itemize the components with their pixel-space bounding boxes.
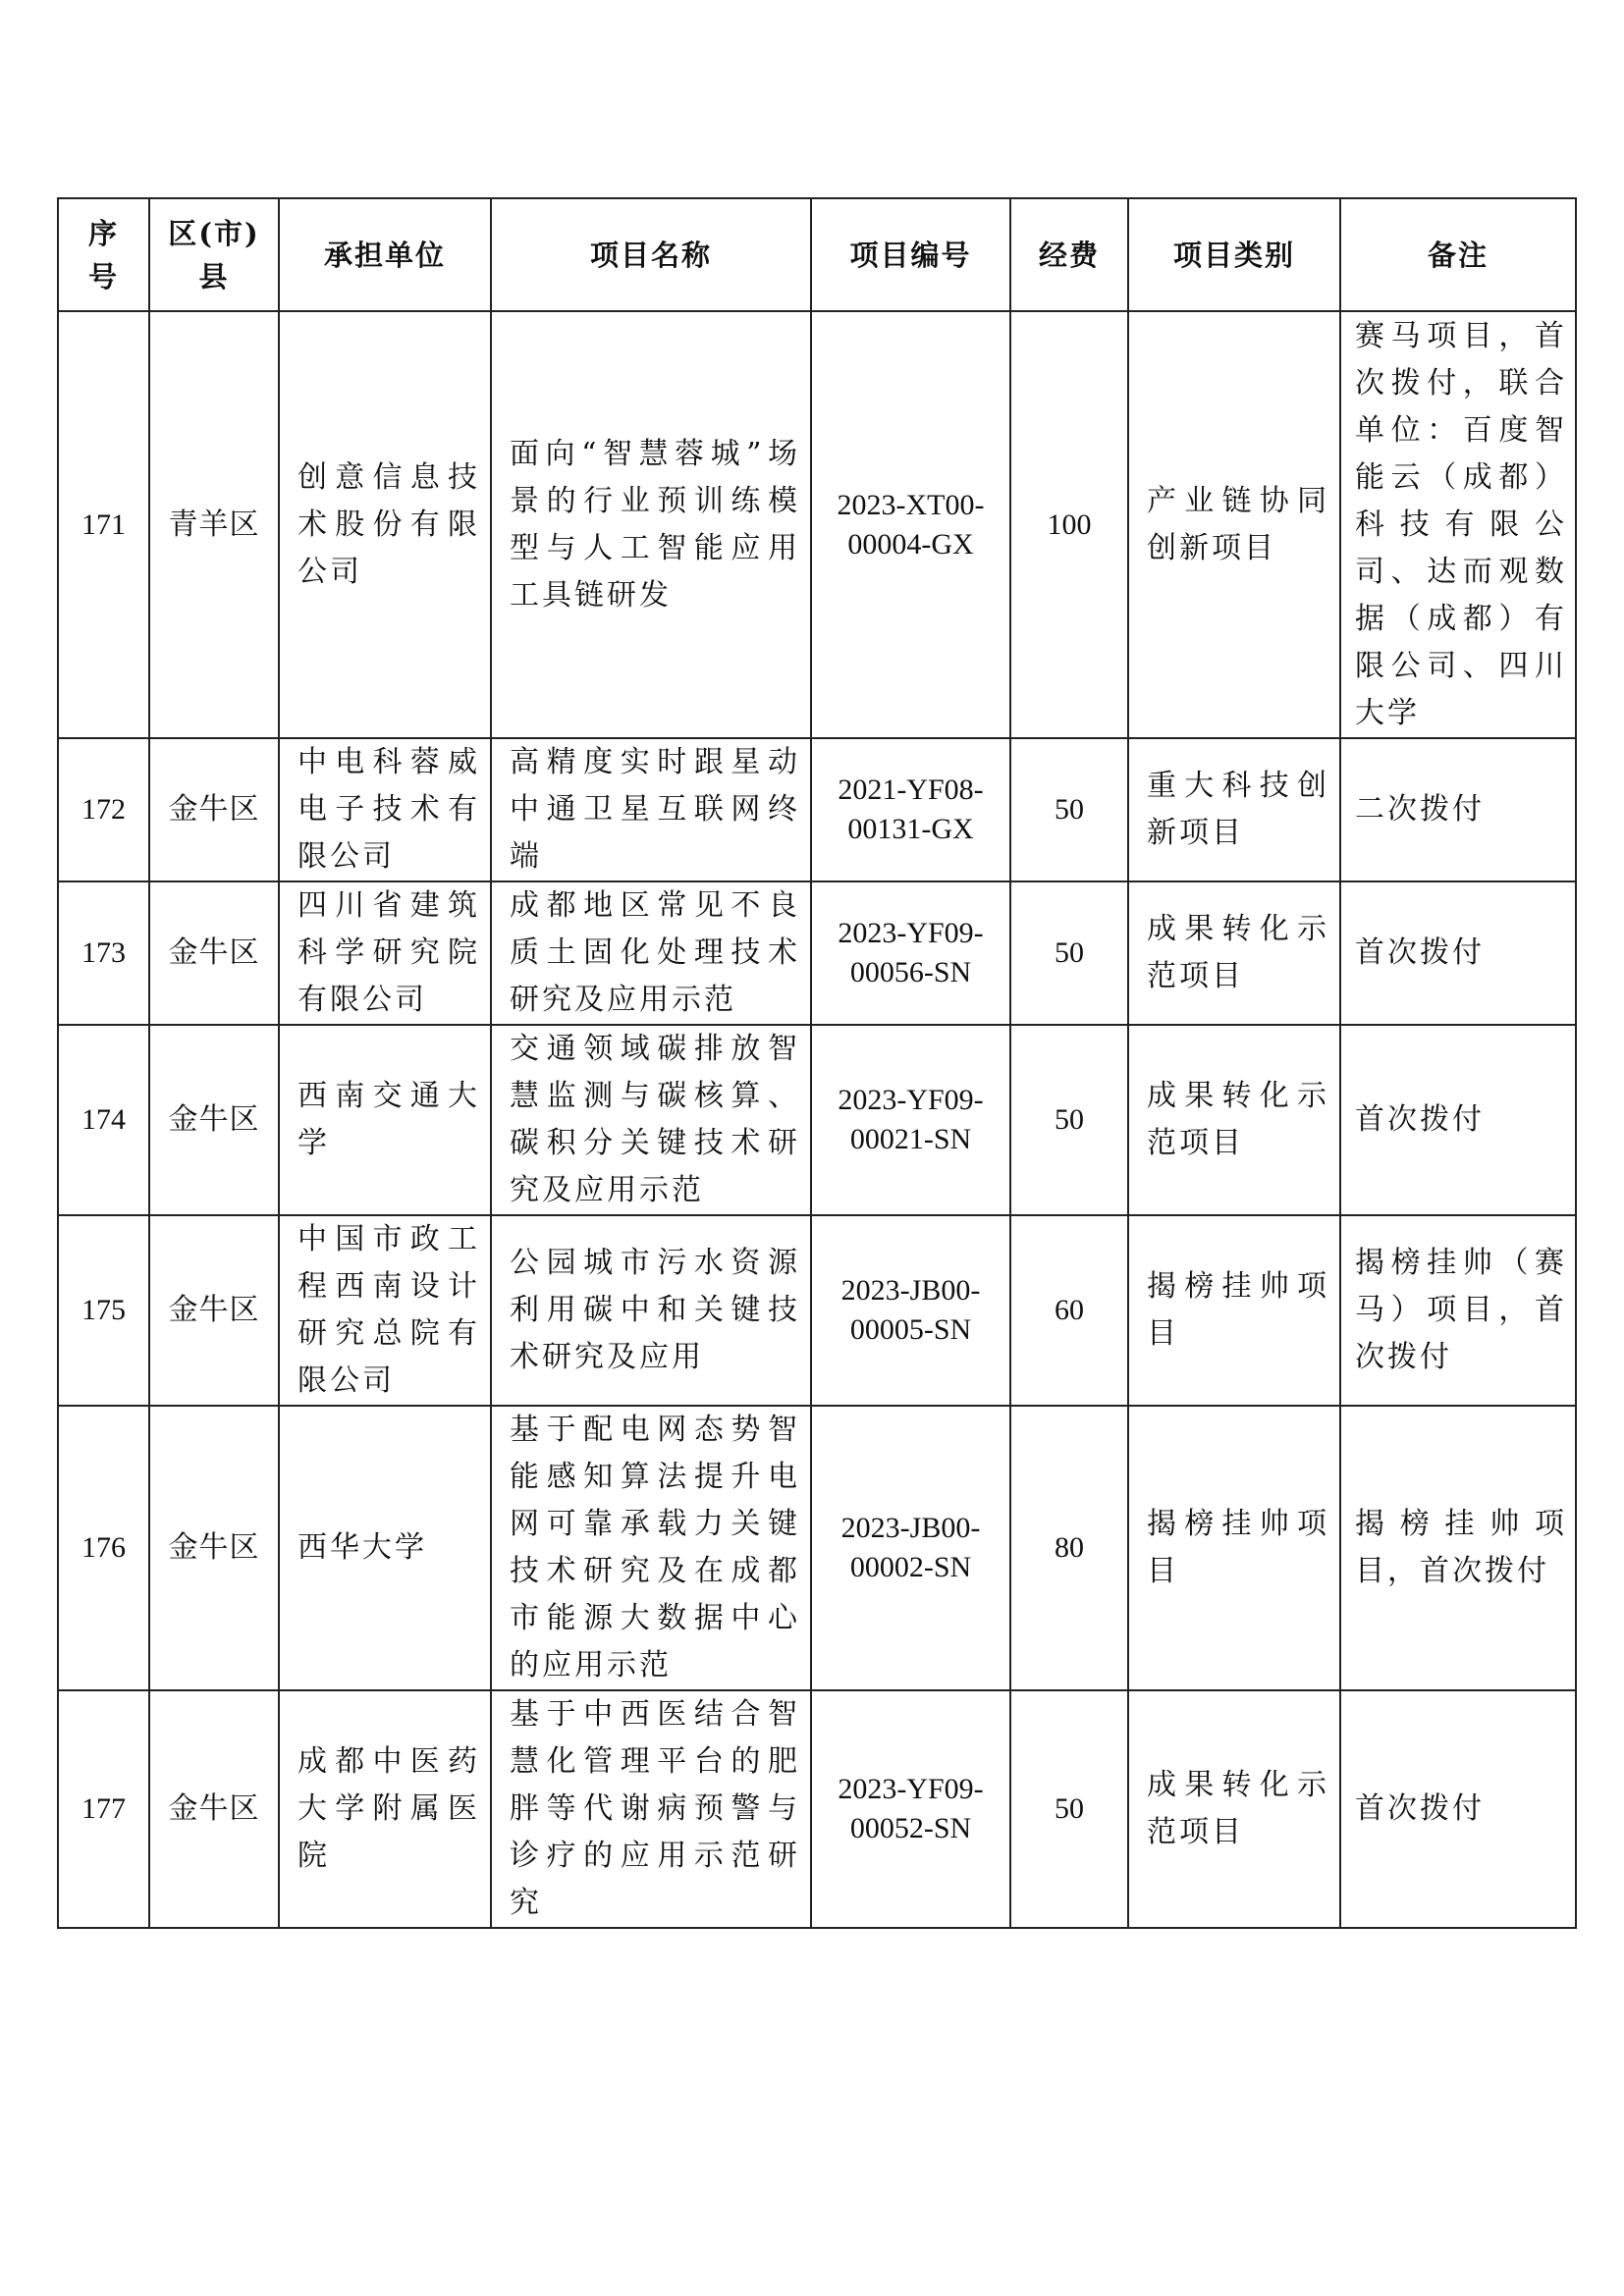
row-unit: 西南交通大学 xyxy=(279,1025,491,1215)
row-district: 金牛区 xyxy=(149,1215,279,1406)
row-district: 金牛区 xyxy=(149,1406,279,1690)
row-district: 金牛区 xyxy=(149,881,279,1025)
header-no: 序 号 xyxy=(58,198,149,311)
header-row xyxy=(58,198,1576,311)
row-unit: 四川省建筑科学研究院有限公司 xyxy=(279,881,491,1025)
row-unit: 成都中医药大学附属医院 xyxy=(279,1690,491,1928)
row-district: 金牛区 xyxy=(149,738,279,881)
row-category: 揭榜挂帅项目 xyxy=(1128,1215,1340,1406)
header-note: 备注 xyxy=(1340,198,1576,311)
row-fund: 100 xyxy=(1010,311,1128,738)
row-category: 揭榜挂帅项目 xyxy=(1128,1406,1340,1690)
header-district: 区(市) 县 xyxy=(149,198,279,311)
row-project-name: 面向“智慧蓉城”场景的行业预训练模型与人工智能应用工具链研发 xyxy=(491,311,811,738)
header-project-code: 项目编号 xyxy=(811,198,1010,311)
row-note: 揭榜挂帅（赛马）项目，首次拨付 xyxy=(1340,1215,1576,1406)
table-row xyxy=(58,1406,1576,1690)
row-no: 176 xyxy=(58,1406,149,1690)
row-fund: 80 xyxy=(1010,1406,1128,1690)
table-row xyxy=(58,1215,1576,1406)
header-fund: 经费 xyxy=(1010,198,1128,311)
row-district: 金牛区 xyxy=(149,1025,279,1215)
row-fund: 50 xyxy=(1010,1025,1128,1215)
row-project-code: 2021-YF08- 00131-GX xyxy=(811,738,1010,881)
row-no: 177 xyxy=(58,1690,149,1928)
row-district: 青羊区 xyxy=(149,311,279,738)
row-category: 成果转化示范项目 xyxy=(1128,1690,1340,1928)
row-district: 金牛区 xyxy=(149,1690,279,1928)
row-project-code: 2023-JB00- 00005-SN xyxy=(811,1215,1010,1406)
row-project-code: 2023-XT00- 00004-GX xyxy=(811,311,1010,738)
row-note: 首次拨付 xyxy=(1340,1025,1576,1215)
row-category: 产业链协同创新项目 xyxy=(1128,311,1340,738)
header-unit: 承担单位 xyxy=(279,198,491,311)
row-project-name: 基于配电网态势智能感知算法提升电网可靠承载力关键技术研究及在成都市能源大数据中心的应用示范 xyxy=(491,1406,811,1690)
row-no: 174 xyxy=(58,1025,149,1215)
row-project-code: 2023-YF09- 00052-SN xyxy=(811,1690,1010,1928)
row-unit: 中电科蓉威电子技术有限公司 xyxy=(279,738,491,881)
row-no: 173 xyxy=(58,881,149,1025)
row-project-name: 基于中西医结合智慧化管理平台的肥胖等代谢病预警与诊疗的应用示范研究 xyxy=(491,1690,811,1928)
row-category: 成果转化示范项目 xyxy=(1128,881,1340,1025)
table-row xyxy=(58,738,1576,881)
row-project-code: 2023-YF09- 00056-SN xyxy=(811,881,1010,1025)
row-project-code: 2023-JB00- 00002-SN xyxy=(811,1406,1010,1690)
row-project-name: 公园城市污水资源利用碳中和关键技术研究及应用 xyxy=(491,1215,811,1406)
row-unit: 中国市政工程西南设计研究总院有限公司 xyxy=(279,1215,491,1406)
row-project-code: 2023-YF09- 00021-SN xyxy=(811,1025,1010,1215)
row-project-name: 高精度实时跟星动中通卫星互联网终端 xyxy=(491,738,811,881)
row-fund: 50 xyxy=(1010,881,1128,1025)
row-no: 171 xyxy=(58,311,149,738)
row-no: 175 xyxy=(58,1215,149,1406)
row-fund: 50 xyxy=(1010,1690,1128,1928)
row-fund: 50 xyxy=(1010,738,1128,881)
row-unit: 创意信息技术股份有限公司 xyxy=(279,311,491,738)
row-project-name: 交通领域碳排放智慧监测与碳核算、碳积分关键技术研究及应用示范 xyxy=(491,1025,811,1215)
row-unit: 西华大学 xyxy=(279,1406,491,1690)
row-note: 揭榜挂帅项目，首次拨付 xyxy=(1340,1406,1576,1690)
row-project-name: 成都地区常见不良质土固化处理技术研究及应用示范 xyxy=(491,881,811,1025)
row-note: 赛马项目，首次拨付，联合单位：百度智能云（成都）科技有限公司、达而观数据（成都）有限公司、四川大学 xyxy=(1340,311,1576,738)
header-category: 项目类别 xyxy=(1128,198,1340,311)
row-no: 172 xyxy=(58,738,149,881)
table-row xyxy=(58,881,1576,1025)
table-row xyxy=(58,1690,1576,1928)
row-note: 二次拨付 xyxy=(1340,738,1576,881)
row-category: 成果转化示范项目 xyxy=(1128,1025,1340,1215)
row-fund: 60 xyxy=(1010,1215,1128,1406)
table-row xyxy=(58,1025,1576,1215)
project-table xyxy=(57,197,1577,1929)
row-category: 重大科技创新项目 xyxy=(1128,738,1340,881)
row-note: 首次拨付 xyxy=(1340,881,1576,1025)
header-project-name: 项目名称 xyxy=(491,198,811,311)
table-row xyxy=(58,311,1576,738)
row-note: 首次拨付 xyxy=(1340,1690,1576,1928)
